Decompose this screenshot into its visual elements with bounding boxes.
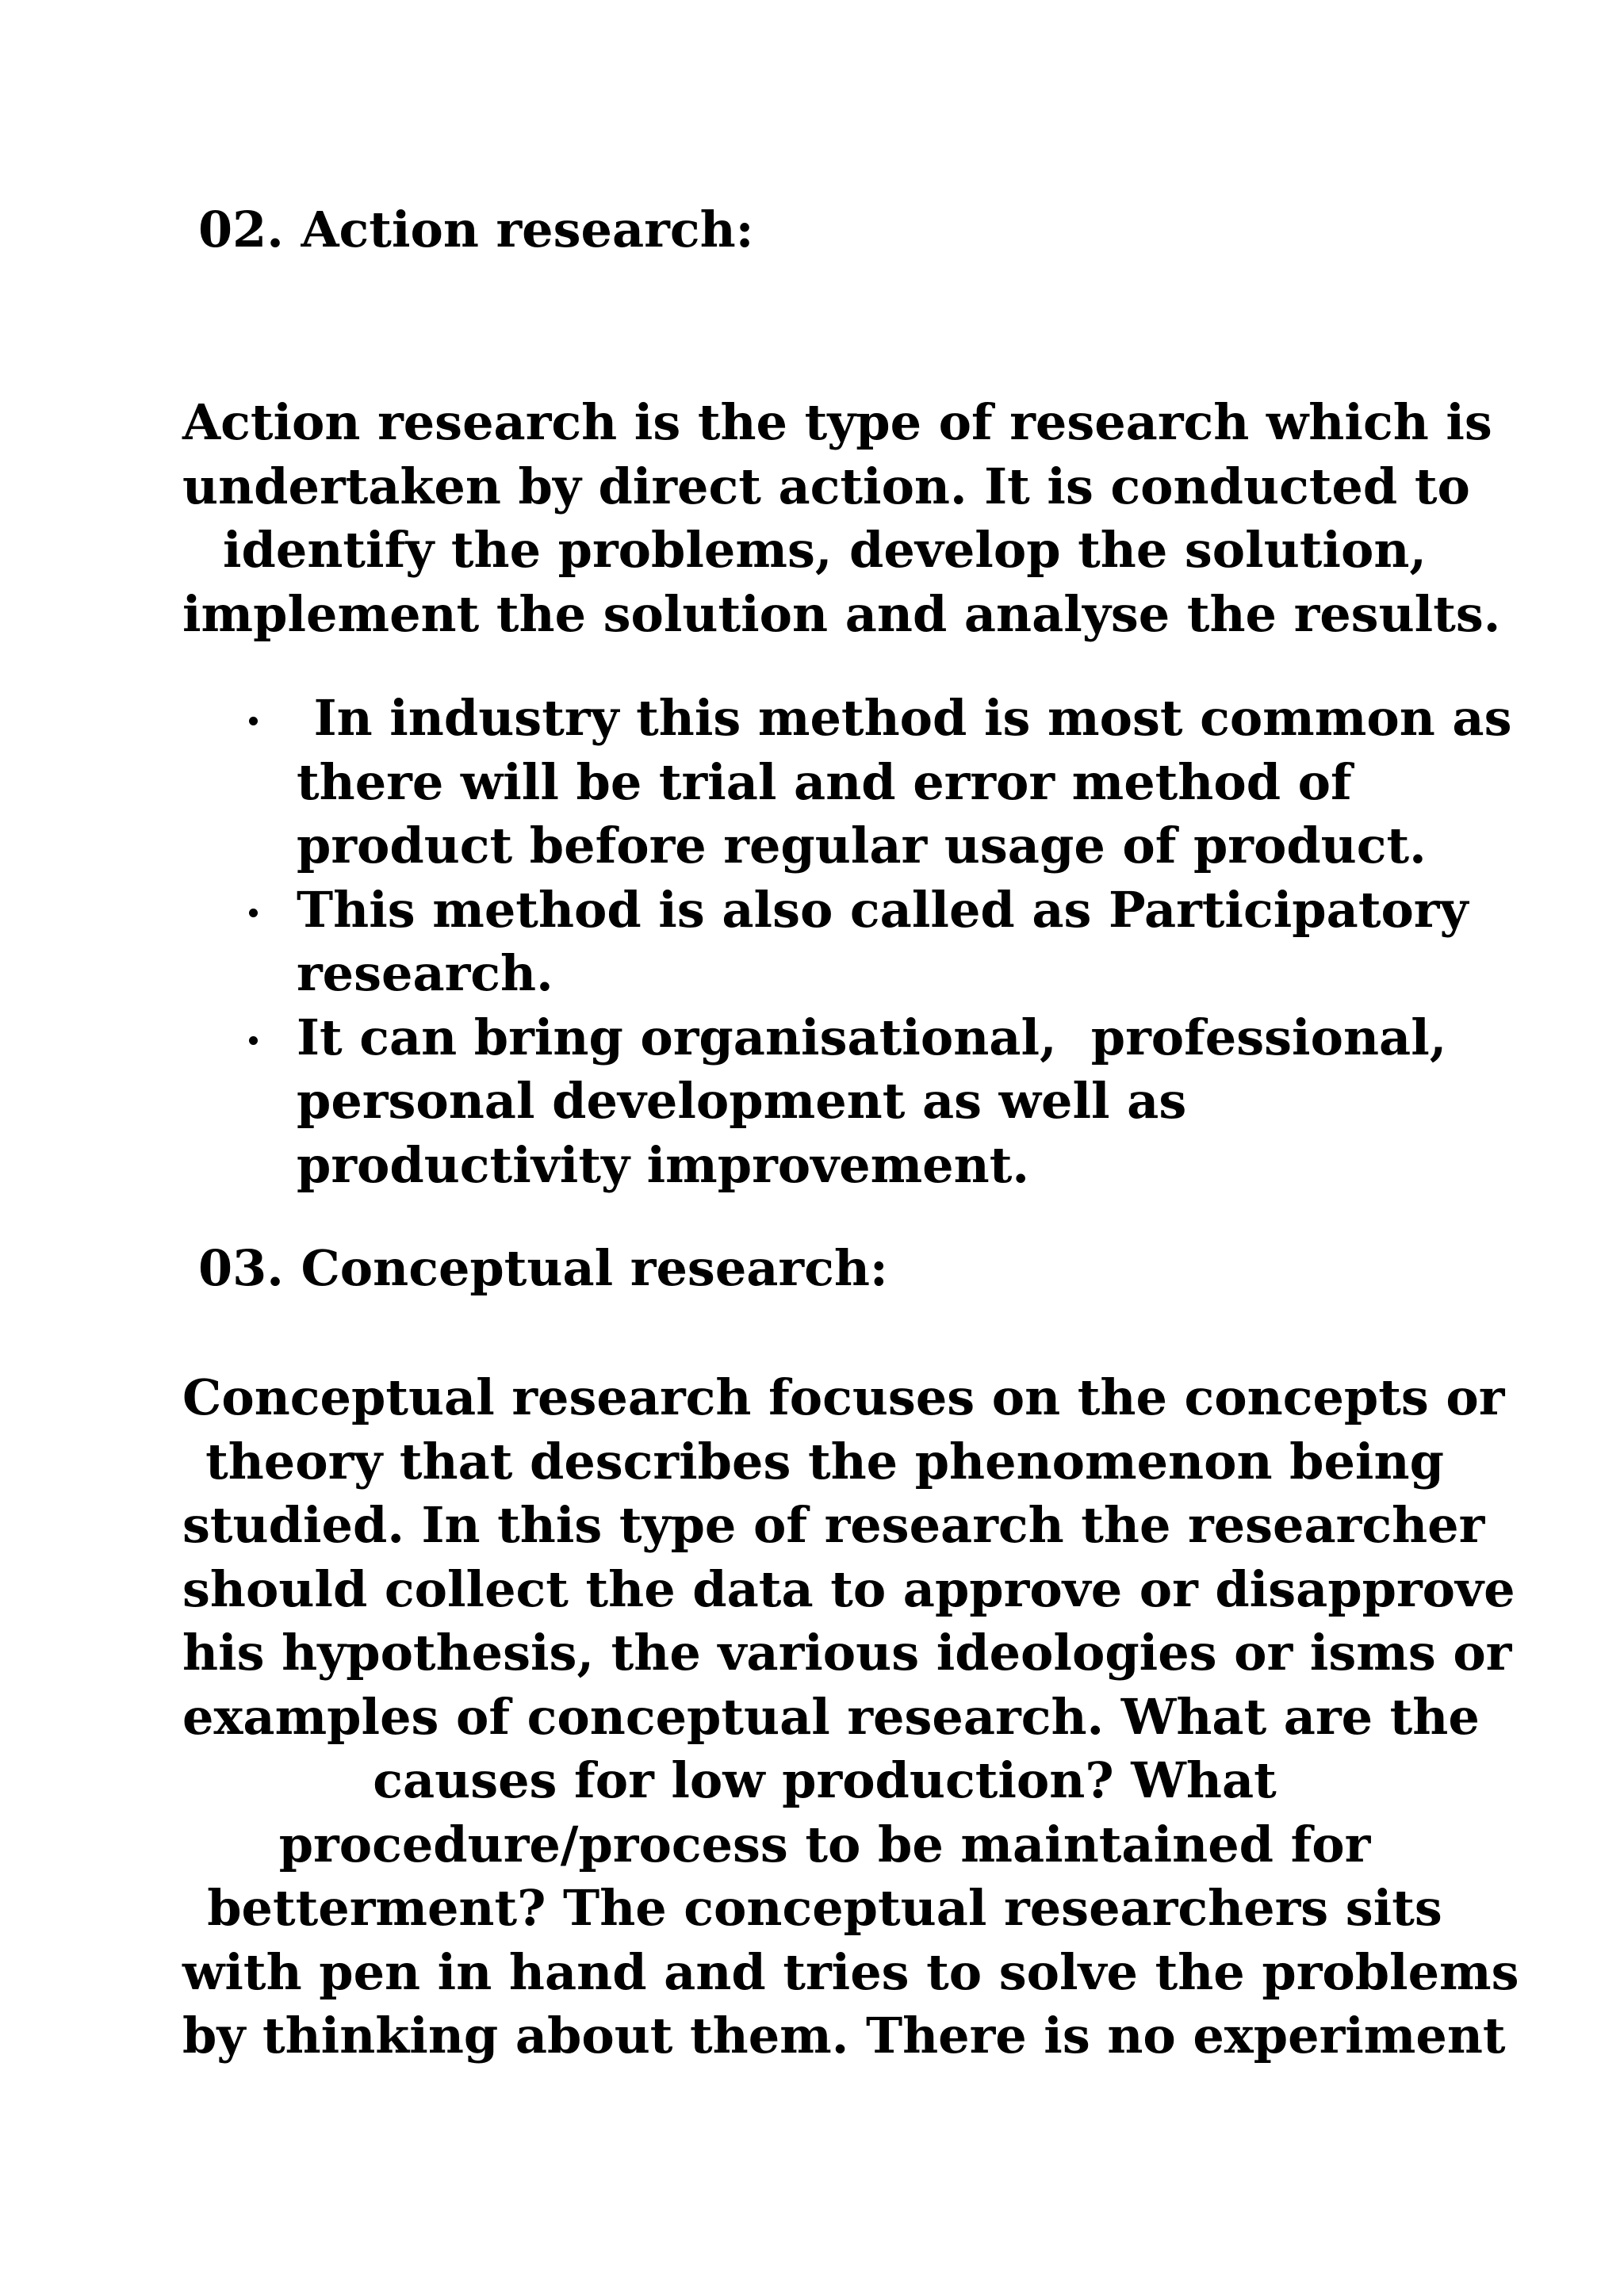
paragraph-line: identify the problems, develop the solution,	[222, 521, 1427, 579]
bullet-line: personal development as well as	[297, 1072, 1187, 1130]
bullet-dot-icon	[249, 1036, 258, 1045]
paragraph-line: Action research is the type of research which is	[182, 393, 1492, 451]
action-research-paragraph	[182, 391, 1501, 646]
section-heading-conceptual-research: 03. Conceptual research:	[198, 1239, 888, 1297]
section-heading-action-research: 02. Action research:	[198, 201, 754, 258]
paragraph-line: examples of conceptual research. What are the	[182, 1687, 1480, 1746]
paragraph-line: implement the solution and analyse the results.	[182, 584, 1501, 643]
paragraph-line: betterment? The conceptual researchers sits	[207, 1879, 1442, 1937]
paragraph-line: procedure/process to be maintained for	[278, 1815, 1371, 1873]
paragraph-line: undertaken by direct action. It is conducted to	[182, 457, 1470, 515]
paragraph-line: causes for low production? What	[373, 1751, 1277, 1809]
bullet-dot-icon	[249, 717, 258, 725]
action-research-bullet-list	[238, 687, 1512, 1197]
bullet-dot-icon	[249, 909, 258, 917]
paragraph-line: should collect the data to approve or disapprove	[182, 1559, 1515, 1618]
bullet-line: product before regular usage of product.	[297, 817, 1427, 874]
conceptual-research-paragraph	[182, 1366, 1519, 2068]
bullet-line: productivity improvement.	[297, 1135, 1029, 1194]
bullet-line: It can bring organisational, professional,	[297, 1008, 1447, 1066]
paragraph-line: by thinking about them. There is no experiment	[182, 2007, 1506, 2064]
bullet-item	[238, 687, 1512, 878]
paragraph-line: with pen in hand and tries to solve the problems	[182, 1942, 1519, 2001]
paragraph-line: his hypothesis, the various ideologies or isms or	[182, 1624, 1512, 1682]
paragraph-line: Conceptual research focuses on the concepts or	[182, 1368, 1505, 1426]
bullet-line: there will be trial and error method of	[297, 752, 1352, 811]
bullet-line: This method is also called as Participatory	[297, 880, 1469, 939]
bullet-line: research.	[297, 944, 553, 1002]
paragraph-line: theory that describes the phenomenon being	[205, 1432, 1444, 1490]
bullet-item	[238, 1006, 1467, 1198]
bullet-line: In industry this method is most common as	[297, 689, 1512, 747]
bullet-item	[238, 878, 1467, 1006]
paragraph-line: studied. In this type of research the researcher	[182, 1496, 1485, 1554]
